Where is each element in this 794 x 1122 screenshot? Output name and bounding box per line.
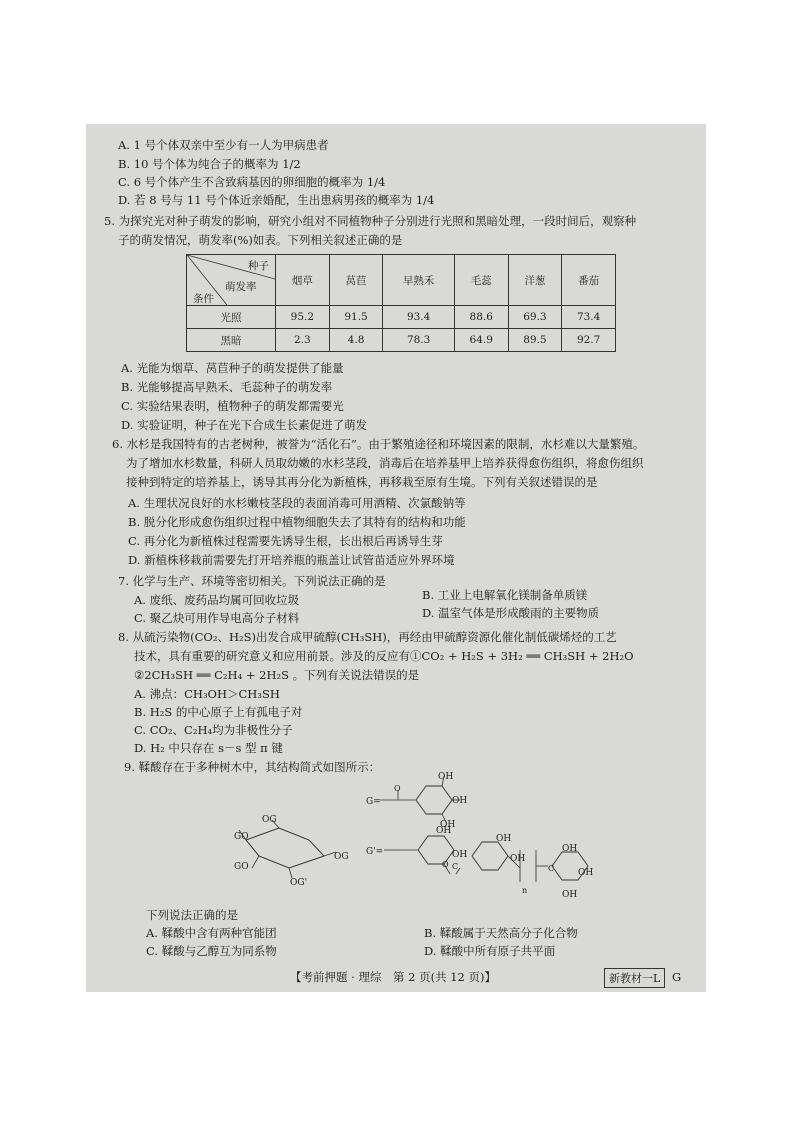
q6-option-b: B. 脱分化形成愈伤组织过程中植物细胞失去了其特有的结构和功能	[128, 515, 466, 529]
q9-option-a: A. 鞣酸中含有两种官能团	[146, 926, 277, 940]
q8-option-a: A. 沸点：CH₃OH＞CH₃SH	[134, 687, 280, 701]
q9-option-d: D. 鞣酸中所有原子共平面	[424, 944, 556, 958]
table-row	[187, 306, 616, 329]
col-header: 番茄	[562, 255, 616, 306]
label-oh: OH	[440, 820, 456, 830]
label-go: GO	[234, 862, 249, 872]
col-header: 烟草	[276, 255, 330, 306]
table-cell: 92.7	[562, 329, 616, 352]
label-oh: OH	[562, 890, 578, 900]
label-g-prime-eq: G'=	[366, 847, 384, 857]
q6-option-c: C. 再分化为新植株过程需要先诱导生根，长出根后再诱导生芽	[128, 534, 443, 548]
q4-option-c: C. 6 号个体产生不含致病基因的卵细胞的概率为 1/4	[118, 175, 386, 189]
q7-option-b: B. 工业上电解氧化镁制备单质镁	[422, 588, 588, 602]
label-og: OG	[262, 815, 277, 825]
label-go: GO	[234, 832, 249, 842]
q5-stem-line2: 子的萌发情况，萌发率(%)如表。下列相关叙述正确的是	[118, 233, 403, 247]
table-cell: 95.2	[276, 306, 330, 329]
q9-question: 下列说法正确的是	[146, 908, 238, 922]
q7-stem: 7. 化学与生产、环境等密切相关。下列说法正确的是	[118, 574, 386, 588]
diag-bottom-label: 条件	[193, 293, 214, 305]
q6-stem-line1: 6. 水杉是我国特有的古老树种，被誉为“活化石”。由于繁殖途径和环境因素的限制，水杉难以大量繁殖。	[112, 437, 645, 451]
table-cell: 64.9	[454, 329, 508, 352]
q6-stem-line3: 接种到特定的培养基上，诱导其再分化为新植株，再移栽至原有生境。下列有关叙述错误的是	[126, 475, 598, 489]
q7-option-d: D. 温室气体是形成酸雨的主要物质	[422, 606, 600, 620]
q5-option-d: D. 实验证明，种子在光下合成生长素促进了萌发	[121, 418, 368, 432]
q6-stem-line2: 为了增加水杉数量，科研人员取幼嫩的水杉茎段，消毒后在培养基甲上培养获得愈伤组织，将愈伤组织	[126, 456, 644, 470]
q6-option-d: D. 新植株移栽前需要先打开培养瓶的瓶盖让试管苗适应外界环境	[128, 553, 455, 567]
q8-stem-line3: ②2CH₃SH ══ C₂H₄ + 2H₂S 。下列有关说法错误的是	[134, 668, 420, 682]
row-label: 光照	[187, 306, 276, 329]
q8-stem-line1: 8. 从硫污染物(CO₂、H₂S)出发合成甲硫醇(CH₃SH)，再经由甲硫醇资源化催化制低碳烯烃的工艺	[118, 630, 617, 644]
label-o: O	[442, 860, 449, 869]
q7-option-a: A. 废纸、废药品均属可回收垃圾	[134, 593, 300, 607]
col-header: 早熟禾	[383, 255, 455, 306]
q5-option-b: B. 光能够提高早熟禾、毛蕊种子的萌发率	[121, 380, 333, 394]
col-header: 莴苣	[329, 255, 383, 306]
label-oh: OH	[452, 796, 468, 806]
label-og: OG	[334, 852, 349, 862]
q9-option-c: C. 鞣酸与乙醇互为同系物	[146, 944, 277, 958]
diag-middle-label: 萌发率	[225, 281, 257, 293]
row-label: 黑暗	[187, 329, 276, 352]
q9-option-b: B. 鞣酸属于天然高分子化合物	[424, 926, 578, 940]
table-cell: 89.5	[508, 329, 562, 352]
footer-page-info: 【考前押题 · 理综 第 2 页(共 12 页)】	[290, 970, 497, 984]
q6-option-a: A. 生理状况良好的水杉嫩枝茎段的表面消毒可用酒精、次氯酸钠等	[128, 496, 466, 510]
col-header: 毛蕊	[454, 255, 508, 306]
label-oh: OH	[438, 772, 454, 782]
q5-option-a: A. 光能为烟草、莴苣种子的萌发提供了能量	[121, 361, 344, 375]
table-cell: 2.3	[276, 329, 330, 352]
label-oh: OH	[562, 844, 578, 854]
col-header: 洋葱	[508, 255, 562, 306]
label-n: n	[522, 886, 528, 895]
q8-option-d: D. H₂ 中只存在 s－s 型 π 键	[134, 741, 283, 755]
q4-option-b: B. 10 号个体为纯合子的概率为 1/2	[118, 157, 301, 171]
label-o: O	[394, 784, 401, 793]
label-oh: OH	[452, 850, 468, 860]
label-oh: OH	[578, 868, 594, 878]
q8-option-c: C. CO₂、C₂H₄均为非极性分子	[134, 723, 293, 737]
table-cell: 4.8	[329, 329, 383, 352]
q5-stem-line1: 5. 为探究光对种子萌发的影响，研究小组对不同植物种子分别进行光照和黑暗处理，一段时间后，观察种	[104, 214, 637, 228]
q4-option-d: D. 若 8 号与 11 号个体近亲婚配，生出患病男孩的概率为 1/4	[118, 193, 435, 207]
table-cell: 78.3	[383, 329, 455, 352]
label-c: C	[548, 864, 555, 873]
table-cell: 69.3	[508, 306, 562, 329]
label-oh: OH	[510, 854, 526, 864]
q5-germination-table	[186, 254, 616, 352]
footer-suffix: G	[672, 970, 682, 984]
label-og-prime: OG'	[290, 878, 308, 888]
table-row	[187, 329, 616, 352]
label-oh: OH	[496, 834, 512, 844]
label-oh: OH	[436, 826, 452, 836]
label-c: C	[452, 862, 459, 871]
edition-badge	[604, 968, 665, 988]
table-cell: 93.4	[383, 306, 455, 329]
q4-option-a: A. 1 号个体双亲中至少有一人为甲病患者	[118, 138, 329, 152]
table-cell: 91.5	[329, 306, 383, 329]
label-g-eq: G=	[366, 797, 381, 807]
table-diagonal-header	[187, 255, 276, 306]
q8-option-b: B. H₂S 的中心原子上有孤电子对	[134, 705, 303, 719]
table-cell: 88.6	[454, 306, 508, 329]
q8-stem-line2: 技术，具有重要的研究意义和应用前景。涉及的反应有①CO₂ + H₂S + 3H₂ ══ CH₃SH + 2H₂O	[134, 649, 634, 663]
q9-stem: 9. 鞣酸存在于多种树木中，其结构简式如图所示：	[124, 760, 381, 774]
q7-option-c: C. 聚乙炔可用作导电高分子材料	[134, 611, 300, 625]
diag-top-label: 种子	[248, 260, 269, 272]
edition-badge-text: 新教材一L	[609, 972, 661, 985]
q5-option-c: C. 实验结果表明，植物种子的萌发都需要光	[121, 399, 344, 413]
table-cell: 73.4	[562, 306, 616, 329]
